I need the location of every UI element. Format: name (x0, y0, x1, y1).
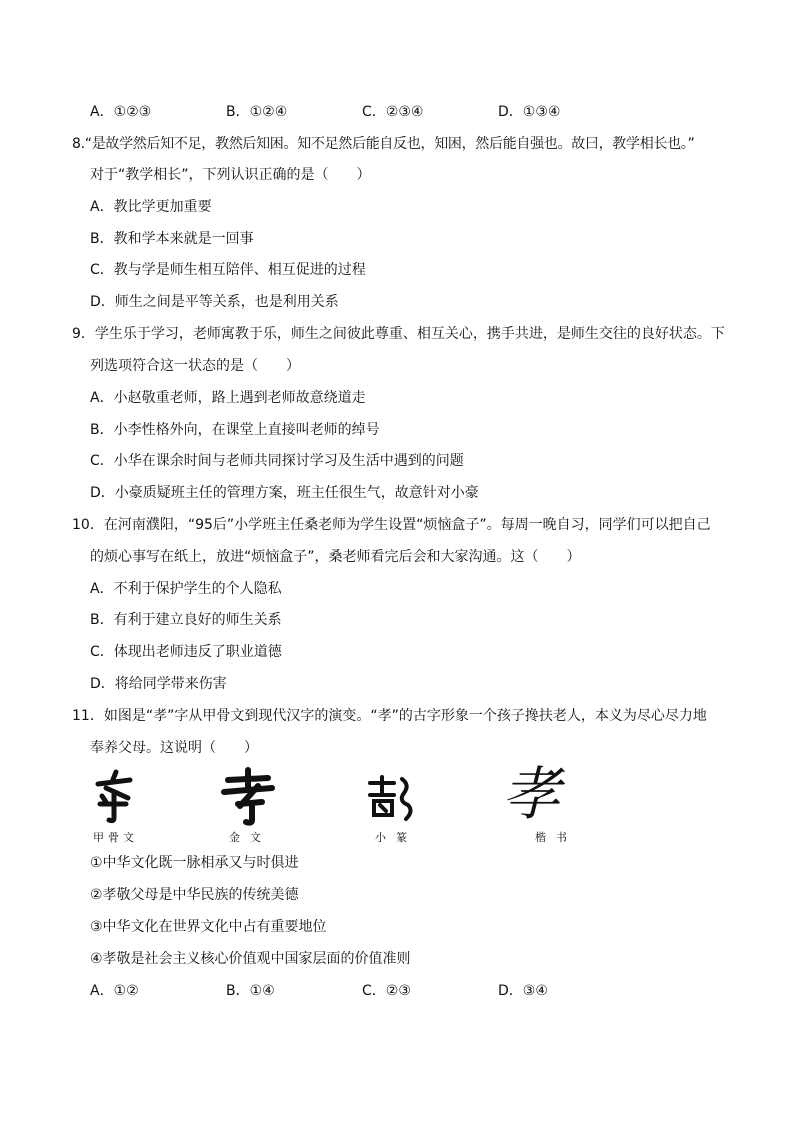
label-bronze: 金文 (229, 831, 271, 844)
label-seal: 小篆 (375, 831, 417, 844)
q11-option-b: B．①④ (226, 983, 275, 999)
q8-stem-line2: 对于“教学相长”，下列认识正确的是（ ） (90, 167, 371, 183)
regular-script-xiao-glyph: 孝 (502, 760, 561, 828)
q7-option-b: B．①②④ (226, 104, 288, 120)
q11-stem-line1: 11．如图是“孝”字从甲骨文到现代汉字的演变。“孝”的古字形象一个孩子搀扶老人，本义为尽心尽力地 (72, 708, 707, 724)
q8-option-c: C．教与学是师生相互陪伴、相互促进的过程 (90, 262, 366, 278)
q9-stem-line2: 列选项符合这一状态的是（ ） (90, 358, 300, 374)
q8-option-b: B．教和学本来就是一回事 (90, 231, 254, 247)
q9-option-c: C．小华在课余时间与老师共同探讨学习及生活中遇到的问题 (90, 453, 464, 469)
q9-option-a: A．小赵敬重老师，路上遇到老师故意绕道走 (90, 390, 366, 406)
q7-option-c: C．②③④ (362, 104, 424, 120)
label-regular: 楷书 (535, 831, 577, 844)
q10-option-d: D．将给同学带来伤害 (90, 676, 227, 692)
q10-option-b: B．有利于建立良好的师生关系 (90, 612, 282, 628)
bronze-xiao-glyph (218, 766, 278, 826)
q8-option-a: A．教比学更加重要 (90, 199, 212, 215)
q11-statement-4: ④孝敬是社会主义核心价值观中国家层面的价值准则 (90, 951, 411, 967)
q8-option-d: D．师生之间是平等关系，也是利用关系 (90, 294, 339, 310)
q10-stem-line2: 的烦心事写在纸上，放进“烦恼盒子”，桑老师看完后会和大家沟通。这（ ） (90, 549, 581, 565)
q11-option-a: A．①② (90, 983, 139, 999)
q11-statement-1: ①中华文化既一脉相承又与时俱进 (90, 855, 299, 871)
q11-option-c: C．②③ (362, 983, 411, 999)
q11-stem-line2: 奉养父母。这说明（ ） (90, 740, 258, 756)
q7-option-a: A．①②③ (90, 104, 152, 120)
q11-statement-2: ②孝敬父母是中华民族的传统美德 (90, 887, 299, 903)
q7-option-d: D．①③④ (498, 104, 561, 120)
q10-option-a: A．不利于保护学生的个人隐私 (90, 581, 282, 597)
q9-option-d: D．小豪质疑班主任的管理方案，班主任很生气，故意针对小豪 (90, 485, 479, 501)
label-oracle-bone: 甲骨文 (93, 831, 138, 844)
q9-stem-line1: 9．学生乐于学习，老师寓教于乐，师生之间彼此尊重、相互关心，携手共进，是师生交往的良好状态。下 (72, 326, 725, 342)
q10-stem-line1: 10．在河南濮阳，“95后”小学班主任桑老师为学生设置“烦恼盒子”。每周一晚自习，同学们可以把自己 (72, 517, 711, 533)
q9-option-b: B．小李性格外向，在课堂上直接叫老师的绰号 (90, 422, 380, 438)
q11-statement-3: ③中华文化在世界文化中占有重要地位 (90, 919, 327, 935)
q10-option-c: C．体现出老师违反了职业道德 (90, 644, 282, 660)
q8-stem-line1: 8.“是故学然后知不足，教然后知困。知不足然后能自反也，知困，然后能自强也。故曰，教学相长也。” (72, 136, 695, 152)
seal-xiao-glyph (366, 775, 416, 823)
q11-option-d: D．③④ (498, 983, 548, 999)
oracle-bone-xiao-glyph (92, 768, 138, 824)
